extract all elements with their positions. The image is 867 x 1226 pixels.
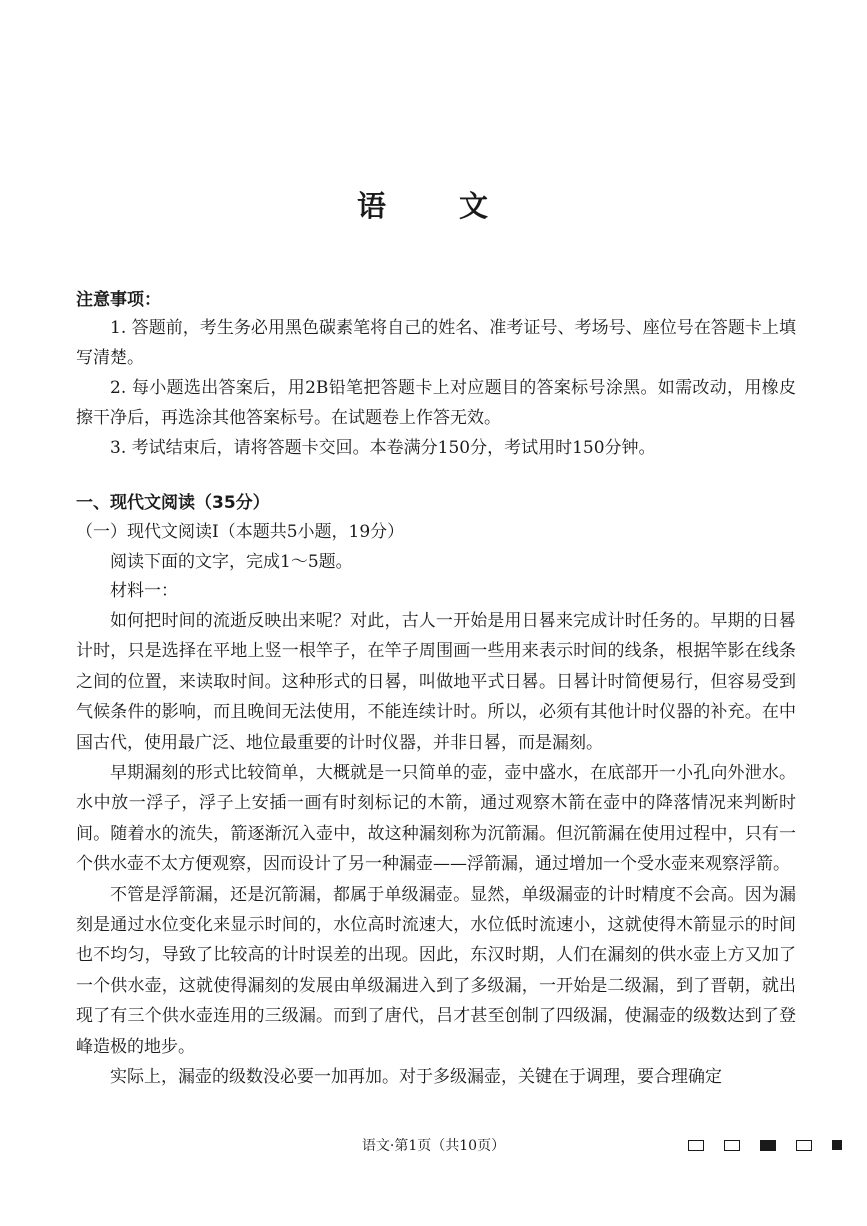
empty-box-mark-icon (796, 1140, 812, 1151)
article-paragraph: 如何把时间的流逝反映出来呢？对此，古人一开始是用日晷来完成计时任务的。早期的日晷计时，只是选择在平地上竖一根竿子，在竿子周围画一些用来表示时间的线条，根据竿影在线条之间的位置，来读取时间。这种形式的日晷，叫做地平式日晷。日晷计时简便易行，但容易受到气候条件的影响，而且晚间无法使用，不能连续计时。所以，必须有其他计时仪器的补充。在中国古代，使用最广泛、地位最重要的计时仪器，并非日晷，而是漏刻。 (76, 611, 796, 753)
notice-list (76, 313, 796, 463)
empty-box-mark-icon (724, 1140, 740, 1151)
filled-box-mark-icon (760, 1140, 776, 1151)
article-body (76, 606, 796, 1093)
notice-item: 2. 每小题选出答案后，用2B铅笔把答题卡上对应题目的答案标号涂黑。如需改动，用橡皮擦干净后，再选涂其他答案标号。在试题卷上作答无效。 (76, 378, 796, 428)
empty-box-mark-icon (688, 1140, 704, 1151)
subsection-heading: （一）现代文阅读Ⅰ（本题共5小题，19分） (76, 522, 405, 542)
material-label: 材料一： (110, 581, 178, 601)
page-title: 语 文 (356, 189, 510, 223)
filled-square-mark-icon (832, 1140, 842, 1150)
notice-item: 3. 考试结束后，请将答题卡交回。本卷满分150分，考试用时150分钟。 (110, 438, 656, 458)
reading-instruction: 阅读下面的文字，完成1～5题。 (110, 552, 353, 572)
article-paragraph: 不管是浮箭漏，还是沉箭漏，都属于单级漏壶。显然，单级漏壶的计时精度不会高。因为漏刻是通过水位变化来显示时间的，水位高时流速大，水位低时流速小，这就使得木箭显示的时间也不均匀，导致了比较高的计时误差的出现。因此，东汉时期，人们在漏刻的供水壶上方又加了一个供水壶，这就使得漏刻的发展由单级漏进入到了多级漏，一开始是二级漏，到了晋朝，就出现了有三个供水壶连用的三级漏。而到了唐代，吕才甚至创制了四级漏，使漏壶的级数达到了登峰造极的地步。 (76, 884, 796, 1057)
article-paragraph: 实际上，漏壶的级数没必要一加再加。对于多级漏壶，关键在于调理，要合理确定 (110, 1067, 722, 1088)
notice-heading: 注意事项： (76, 290, 161, 310)
page-footer: 语文·第1页（共10页） (361, 1138, 506, 1154)
notice-item: 1. 答题前，考生务必用黑色碳素笔将自己的姓名、准考证号、考场号、座位号在答题卡上填写清楚。 (76, 318, 796, 368)
article-paragraph: 早期漏刻的形式比较简单，大概就是一只简单的壶，壶中盛水，在底部开一小孔向外泄水。水中放一浮子，浮子上安插一画有时刻标记的木箭，通过观察木箭在壶中的降落情况来判断时间。随着水的流失，箭逐渐沉入壶中，故这种漏刻称为沉箭漏。但沉箭漏在使用过程中，只有一个供水壶不太方便观察，因而设计了另一种漏壶——浮箭漏，通过增加一个受水壶来观察浮箭。 (76, 763, 796, 875)
section-heading: 一、现代文阅读（35分） (76, 493, 270, 513)
